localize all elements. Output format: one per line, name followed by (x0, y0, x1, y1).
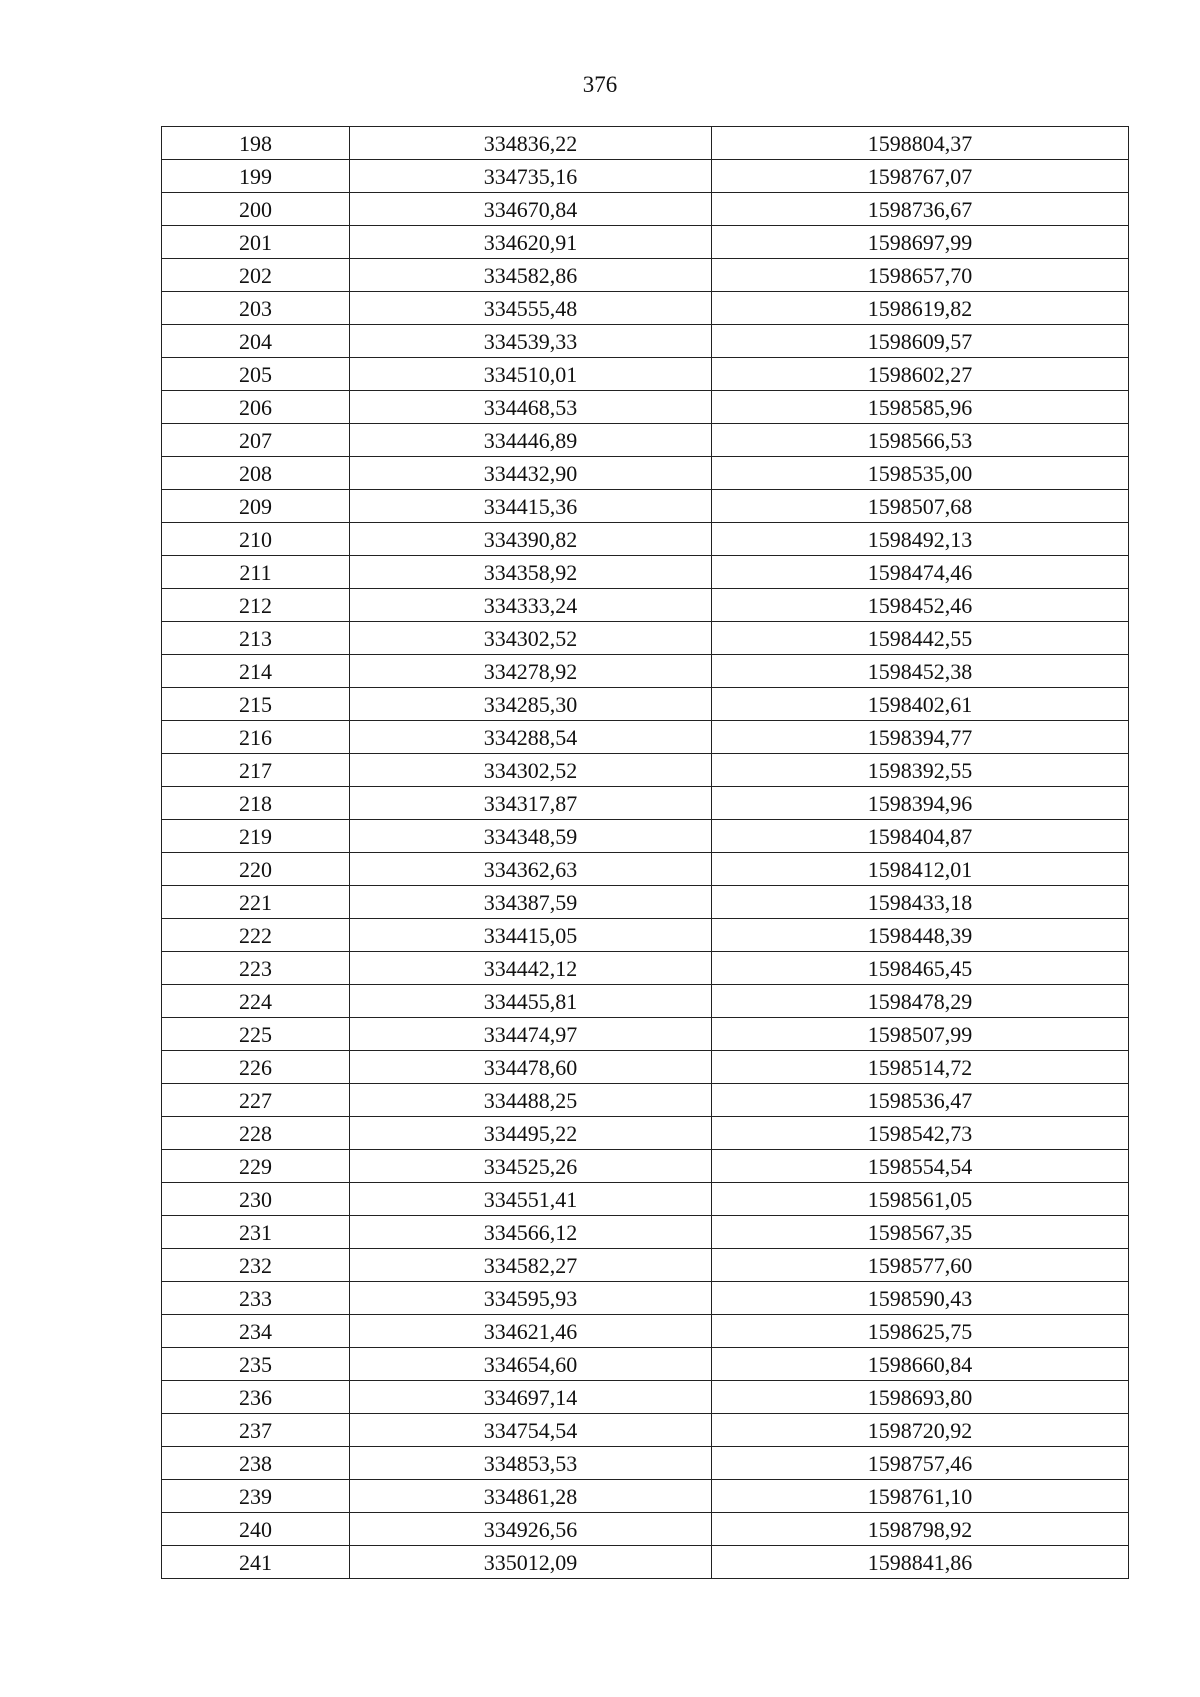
point-number-cell: 204 (162, 325, 350, 358)
x-coordinate-cell: 334474,97 (350, 1018, 712, 1051)
table-row (162, 1249, 1129, 1282)
point-number-cell: 199 (162, 160, 350, 193)
y-coordinate-cell: 1598609,57 (712, 325, 1129, 358)
table-row (162, 1216, 1129, 1249)
point-number-cell: 237 (162, 1414, 350, 1447)
y-coordinate-cell: 1598412,01 (712, 853, 1129, 886)
table-row (162, 1117, 1129, 1150)
x-coordinate-cell: 334390,82 (350, 523, 712, 556)
x-coordinate-cell: 334285,30 (350, 688, 712, 721)
point-number-cell: 214 (162, 655, 350, 688)
x-coordinate-cell: 334861,28 (350, 1480, 712, 1513)
point-number-cell: 222 (162, 919, 350, 952)
point-number-cell: 232 (162, 1249, 350, 1282)
x-coordinate-cell: 334333,24 (350, 589, 712, 622)
x-coordinate-cell: 334555,48 (350, 292, 712, 325)
point-number-cell: 210 (162, 523, 350, 556)
point-number-cell: 239 (162, 1480, 350, 1513)
x-coordinate-cell: 334442,12 (350, 952, 712, 985)
y-coordinate-cell: 1598402,61 (712, 688, 1129, 721)
table-row (162, 193, 1129, 226)
y-coordinate-cell: 1598577,60 (712, 1249, 1129, 1282)
point-number-cell: 205 (162, 358, 350, 391)
x-coordinate-cell: 334551,41 (350, 1183, 712, 1216)
table-row (162, 919, 1129, 952)
y-coordinate-cell: 1598619,82 (712, 292, 1129, 325)
table-row (162, 490, 1129, 523)
table-row (162, 985, 1129, 1018)
point-number-cell: 211 (162, 556, 350, 589)
y-coordinate-cell: 1598736,67 (712, 193, 1129, 226)
point-number-cell: 236 (162, 1381, 350, 1414)
x-coordinate-cell: 334926,56 (350, 1513, 712, 1546)
point-number-cell: 207 (162, 424, 350, 457)
x-coordinate-cell: 334302,52 (350, 622, 712, 655)
table-row (162, 160, 1129, 193)
y-coordinate-cell: 1598693,80 (712, 1381, 1129, 1414)
x-coordinate-cell: 334582,27 (350, 1249, 712, 1282)
y-coordinate-cell: 1598394,96 (712, 787, 1129, 820)
x-coordinate-cell: 334836,22 (350, 127, 712, 160)
x-coordinate-cell: 334278,92 (350, 655, 712, 688)
y-coordinate-cell: 1598404,87 (712, 820, 1129, 853)
point-number-cell: 235 (162, 1348, 350, 1381)
point-number-cell: 227 (162, 1084, 350, 1117)
table-row (162, 391, 1129, 424)
x-coordinate-cell: 334582,86 (350, 259, 712, 292)
table-row (162, 424, 1129, 457)
y-coordinate-cell: 1598804,37 (712, 127, 1129, 160)
y-coordinate-cell: 1598697,99 (712, 226, 1129, 259)
point-number-cell: 208 (162, 457, 350, 490)
point-number-cell: 241 (162, 1546, 350, 1579)
point-number-cell: 206 (162, 391, 350, 424)
point-number-cell: 225 (162, 1018, 350, 1051)
y-coordinate-cell: 1598507,99 (712, 1018, 1129, 1051)
point-number-cell: 229 (162, 1150, 350, 1183)
point-number-cell: 224 (162, 985, 350, 1018)
y-coordinate-cell: 1598536,47 (712, 1084, 1129, 1117)
x-coordinate-cell: 334697,14 (350, 1381, 712, 1414)
x-coordinate-cell: 334495,22 (350, 1117, 712, 1150)
x-coordinate-cell: 334415,36 (350, 490, 712, 523)
y-coordinate-cell: 1598590,43 (712, 1282, 1129, 1315)
coordinates-table (161, 126, 1129, 1579)
table-row (162, 589, 1129, 622)
table-row (162, 1513, 1129, 1546)
x-coordinate-cell: 334670,84 (350, 193, 712, 226)
x-coordinate-cell: 334621,46 (350, 1315, 712, 1348)
x-coordinate-cell: 334510,01 (350, 358, 712, 391)
y-coordinate-cell: 1598542,73 (712, 1117, 1129, 1150)
point-number-cell: 238 (162, 1447, 350, 1480)
table-row (162, 1414, 1129, 1447)
y-coordinate-cell: 1598394,77 (712, 721, 1129, 754)
table-row (162, 1546, 1129, 1579)
y-coordinate-cell: 1598841,86 (712, 1546, 1129, 1579)
y-coordinate-cell: 1598720,92 (712, 1414, 1129, 1447)
point-number-cell: 213 (162, 622, 350, 655)
point-number-cell: 198 (162, 127, 350, 160)
table-row (162, 721, 1129, 754)
y-coordinate-cell: 1598492,13 (712, 523, 1129, 556)
x-coordinate-cell: 334853,53 (350, 1447, 712, 1480)
point-number-cell: 215 (162, 688, 350, 721)
table-row (162, 1051, 1129, 1084)
point-number-cell: 230 (162, 1183, 350, 1216)
x-coordinate-cell: 334446,89 (350, 424, 712, 457)
table-row (162, 1315, 1129, 1348)
y-coordinate-cell: 1598442,55 (712, 622, 1129, 655)
table-row (162, 1018, 1129, 1051)
table-row (162, 853, 1129, 886)
table-row (162, 259, 1129, 292)
x-coordinate-cell: 334348,59 (350, 820, 712, 853)
table-row (162, 523, 1129, 556)
table-row (162, 226, 1129, 259)
table-row (162, 1084, 1129, 1117)
table-row (162, 787, 1129, 820)
y-coordinate-cell: 1598657,70 (712, 259, 1129, 292)
table-row (162, 292, 1129, 325)
point-number-cell: 221 (162, 886, 350, 919)
point-number-cell: 217 (162, 754, 350, 787)
point-number-cell: 216 (162, 721, 350, 754)
point-number-cell: 212 (162, 589, 350, 622)
x-coordinate-cell: 334432,90 (350, 457, 712, 490)
y-coordinate-cell: 1598433,18 (712, 886, 1129, 919)
point-number-cell: 223 (162, 952, 350, 985)
y-coordinate-cell: 1598535,00 (712, 457, 1129, 490)
y-coordinate-cell: 1598761,10 (712, 1480, 1129, 1513)
y-coordinate-cell: 1598478,29 (712, 985, 1129, 1018)
x-coordinate-cell: 334387,59 (350, 886, 712, 919)
y-coordinate-cell: 1598585,96 (712, 391, 1129, 424)
x-coordinate-cell: 334539,33 (350, 325, 712, 358)
table-row (162, 1447, 1129, 1480)
table-row (162, 556, 1129, 589)
y-coordinate-cell: 1598392,55 (712, 754, 1129, 787)
y-coordinate-cell: 1598554,54 (712, 1150, 1129, 1183)
point-number-cell: 200 (162, 193, 350, 226)
y-coordinate-cell: 1598448,39 (712, 919, 1129, 952)
y-coordinate-cell: 1598452,38 (712, 655, 1129, 688)
table-row (162, 457, 1129, 490)
coordinates-table-body (162, 127, 1129, 1579)
x-coordinate-cell: 334488,25 (350, 1084, 712, 1117)
x-coordinate-cell: 334468,53 (350, 391, 712, 424)
y-coordinate-cell: 1598561,05 (712, 1183, 1129, 1216)
point-number-cell: 219 (162, 820, 350, 853)
x-coordinate-cell: 334654,60 (350, 1348, 712, 1381)
y-coordinate-cell: 1598767,07 (712, 160, 1129, 193)
x-coordinate-cell: 334478,60 (350, 1051, 712, 1084)
point-number-cell: 203 (162, 292, 350, 325)
x-coordinate-cell: 334566,12 (350, 1216, 712, 1249)
y-coordinate-cell: 1598474,46 (712, 556, 1129, 589)
y-coordinate-cell: 1598452,46 (712, 589, 1129, 622)
table-row (162, 655, 1129, 688)
x-coordinate-cell: 334620,91 (350, 226, 712, 259)
point-number-cell: 228 (162, 1117, 350, 1150)
y-coordinate-cell: 1598602,27 (712, 358, 1129, 391)
point-number-cell: 201 (162, 226, 350, 259)
point-number-cell: 218 (162, 787, 350, 820)
y-coordinate-cell: 1598566,53 (712, 424, 1129, 457)
y-coordinate-cell: 1598660,84 (712, 1348, 1129, 1381)
y-coordinate-cell: 1598625,75 (712, 1315, 1129, 1348)
table-row (162, 952, 1129, 985)
table-row (162, 325, 1129, 358)
point-number-cell: 220 (162, 853, 350, 886)
y-coordinate-cell: 1598465,45 (712, 952, 1129, 985)
table-row (162, 1348, 1129, 1381)
x-coordinate-cell: 334415,05 (350, 919, 712, 952)
table-row (162, 886, 1129, 919)
x-coordinate-cell: 334288,54 (350, 721, 712, 754)
table-row (162, 622, 1129, 655)
x-coordinate-cell: 334302,52 (350, 754, 712, 787)
table-row (162, 1183, 1129, 1216)
table-row (162, 1480, 1129, 1513)
table-row (162, 1381, 1129, 1414)
x-coordinate-cell: 334595,93 (350, 1282, 712, 1315)
point-number-cell: 231 (162, 1216, 350, 1249)
page-number: 376 (582, 72, 618, 97)
point-number-cell: 240 (162, 1513, 350, 1546)
table-row (162, 358, 1129, 391)
table-row (162, 1282, 1129, 1315)
table-row (162, 820, 1129, 853)
x-coordinate-cell: 334735,16 (350, 160, 712, 193)
x-coordinate-cell: 334317,87 (350, 787, 712, 820)
x-coordinate-cell: 334754,54 (350, 1414, 712, 1447)
table-row (162, 1150, 1129, 1183)
x-coordinate-cell: 334362,63 (350, 853, 712, 886)
table-row (162, 688, 1129, 721)
y-coordinate-cell: 1598507,68 (712, 490, 1129, 523)
x-coordinate-cell: 334455,81 (350, 985, 712, 1018)
y-coordinate-cell: 1598798,92 (712, 1513, 1129, 1546)
point-number-cell: 234 (162, 1315, 350, 1348)
x-coordinate-cell: 334358,92 (350, 556, 712, 589)
point-number-cell: 202 (162, 259, 350, 292)
y-coordinate-cell: 1598567,35 (712, 1216, 1129, 1249)
table-row (162, 127, 1129, 160)
y-coordinate-cell: 1598514,72 (712, 1051, 1129, 1084)
table-row (162, 754, 1129, 787)
x-coordinate-cell: 335012,09 (350, 1546, 712, 1579)
y-coordinate-cell: 1598757,46 (712, 1447, 1129, 1480)
point-number-cell: 233 (162, 1282, 350, 1315)
point-number-cell: 209 (162, 490, 350, 523)
x-coordinate-cell: 334525,26 (350, 1150, 712, 1183)
point-number-cell: 226 (162, 1051, 350, 1084)
